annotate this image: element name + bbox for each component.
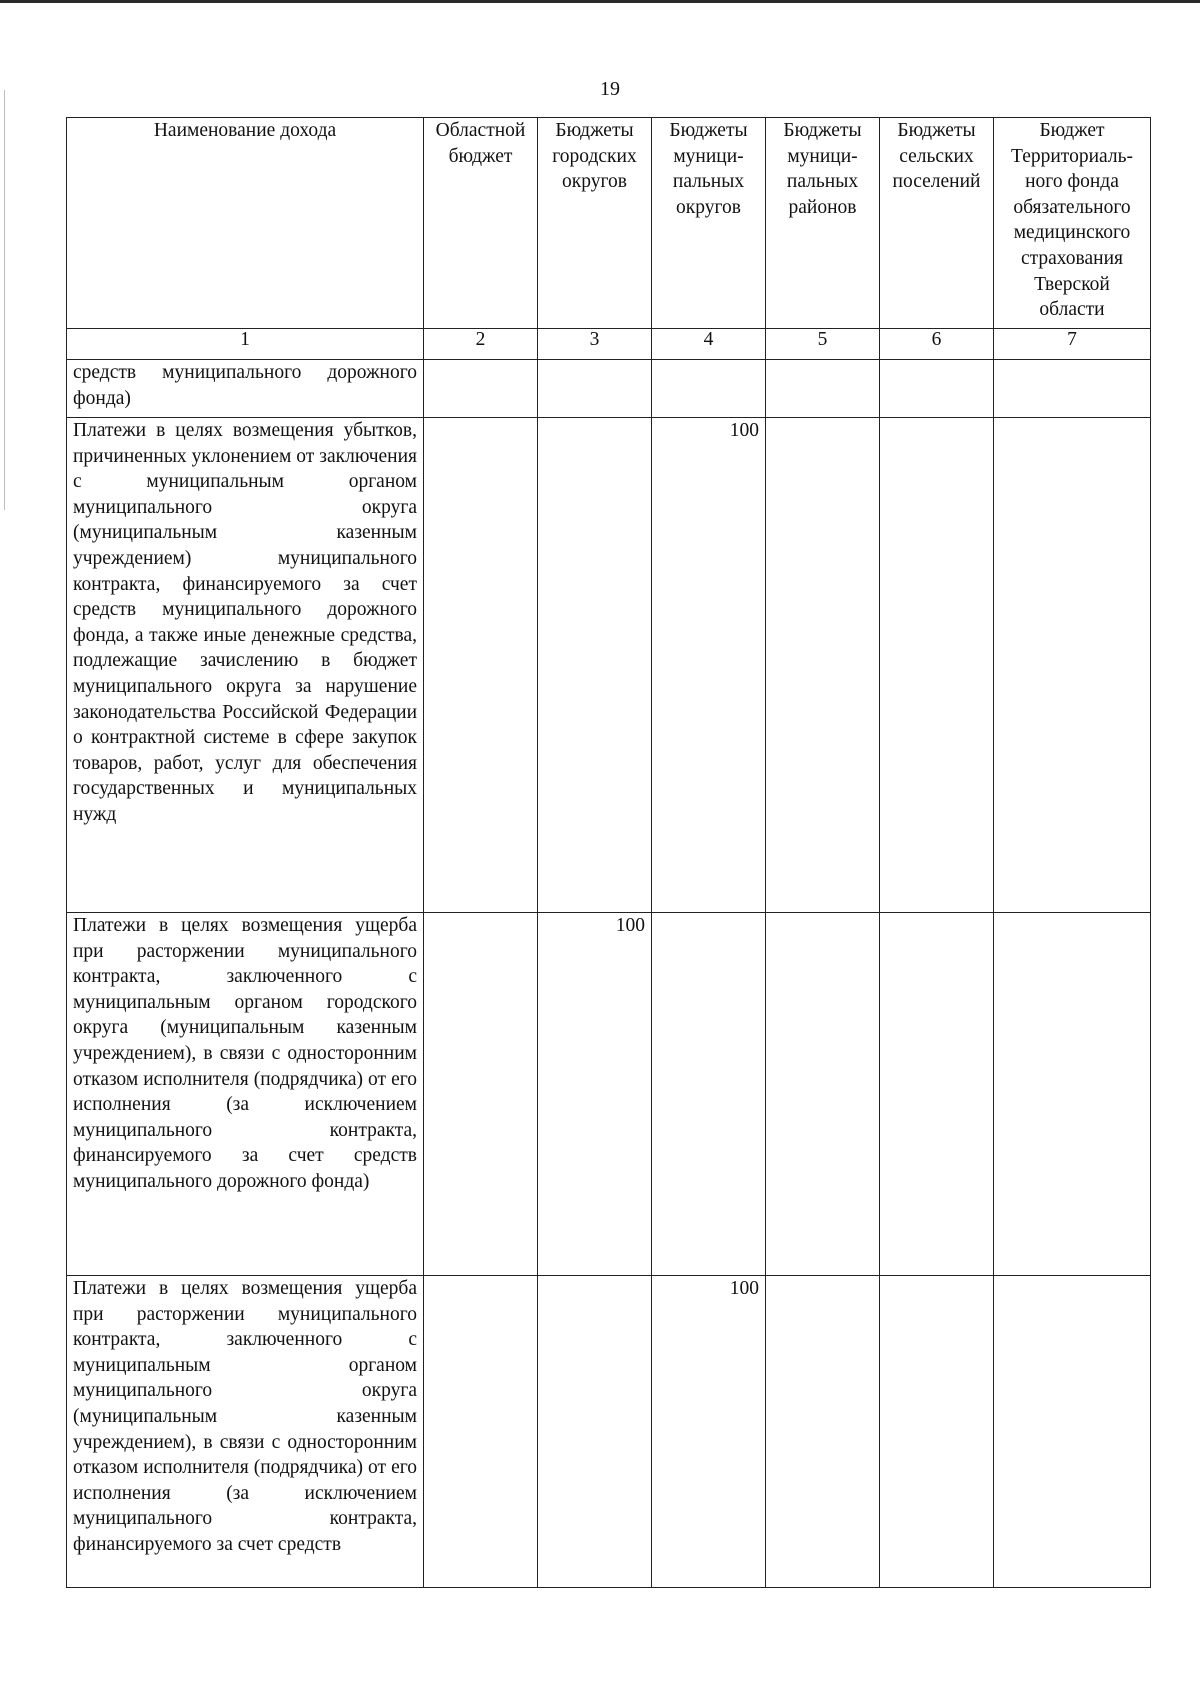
income-name-cell: средств муниципального дорожного фонда) xyxy=(67,360,424,418)
income-name-cell: Платежи в целях возмещения ущерба при расторжении муниципального контракта, заключенного с муниципальным органом городского округа (муниципальным казенным учреждением), в связи с односторонним отказом исполнителя (подрядчика) от его исполнения (за исключением муниципального контракта, финансируемого за счет средств муниципального дорожного фонда) xyxy=(67,913,424,1276)
value-cell xyxy=(538,418,652,913)
value-cell xyxy=(880,913,994,1276)
header-row xyxy=(67,118,1151,329)
header-income-name: Наименование дохода xyxy=(67,118,424,329)
scan-edge-top xyxy=(0,0,1200,3)
table-row xyxy=(67,1276,1151,1588)
table-row xyxy=(67,913,1151,1276)
scan-edge-left xyxy=(4,90,5,510)
value-cell xyxy=(880,360,994,418)
column-number: 6 xyxy=(880,329,994,360)
value-cell xyxy=(880,418,994,913)
value-cell xyxy=(994,913,1151,1276)
column-number: 3 xyxy=(538,329,652,360)
value-cell xyxy=(538,360,652,418)
value-cell xyxy=(538,1276,652,1588)
header-regional-budget: Областной бюджет xyxy=(424,118,538,329)
value-cell xyxy=(766,360,880,418)
value-cell xyxy=(424,360,538,418)
value-cell xyxy=(424,1276,538,1588)
value-cell: 100 xyxy=(538,913,652,1276)
value-cell xyxy=(766,1276,880,1588)
value-cell: 100 xyxy=(652,1276,766,1588)
header-municipal-area-budgets: Бюджеты муници-пальных районов xyxy=(766,118,880,329)
value-cell xyxy=(766,418,880,913)
table-row xyxy=(67,360,1151,418)
revenue-distribution-table xyxy=(66,117,1151,1588)
column-number-row xyxy=(67,329,1151,360)
income-name-cell: Платежи в целях возмещения ущерба при расторжении муниципального контракта, заключенного с муниципальным органом муниципального округа (муниципальным казенным учреждением), в связи с односторонним отказом исполнителя (подрядчика) от его исполнения (за исключением муниципального контракта, финансируемого за счет средств xyxy=(67,1276,424,1588)
header-municipal-district-budgets: Бюджеты муници-пальных округов xyxy=(652,118,766,329)
column-number: 1 xyxy=(67,329,424,360)
income-name-cell: Платежи в целях возмещения убытков, причиненных уклонением от заключения с муниципальным органом муниципального округа (муниципальным казенным учреждением) муниципального контракта, финансируемого за счет средств муниципального дорожного фонда, а также иные денежные средства, подлежащие зачислению в бюджет муниципального округа за нарушение законодательства Российской Федерации о контрактной системе в сфере закупок товаров, работ, услуг для обеспечения государственных и муниципальных нужд xyxy=(67,418,424,913)
column-number: 2 xyxy=(424,329,538,360)
value-cell xyxy=(652,360,766,418)
header-city-district-budgets: Бюджеты городских округов xyxy=(538,118,652,329)
value-cell xyxy=(994,1276,1151,1588)
value-cell xyxy=(652,913,766,1276)
column-number: 7 xyxy=(994,329,1151,360)
page-number: 19 xyxy=(600,78,620,100)
value-cell: 100 xyxy=(652,418,766,913)
value-cell xyxy=(766,913,880,1276)
value-cell xyxy=(880,1276,994,1588)
value-cell xyxy=(994,418,1151,913)
column-number: 4 xyxy=(652,329,766,360)
column-number: 5 xyxy=(766,329,880,360)
table-row xyxy=(67,418,1151,913)
value-cell xyxy=(424,418,538,913)
value-cell xyxy=(994,360,1151,418)
header-health-insurance-fund-budget: Бюджет Территориаль-ного фонда обязательного медицинского страхования Тверской области xyxy=(994,118,1151,329)
value-cell xyxy=(424,913,538,1276)
header-rural-settlement-budgets: Бюджеты сельских поселений xyxy=(880,118,994,329)
